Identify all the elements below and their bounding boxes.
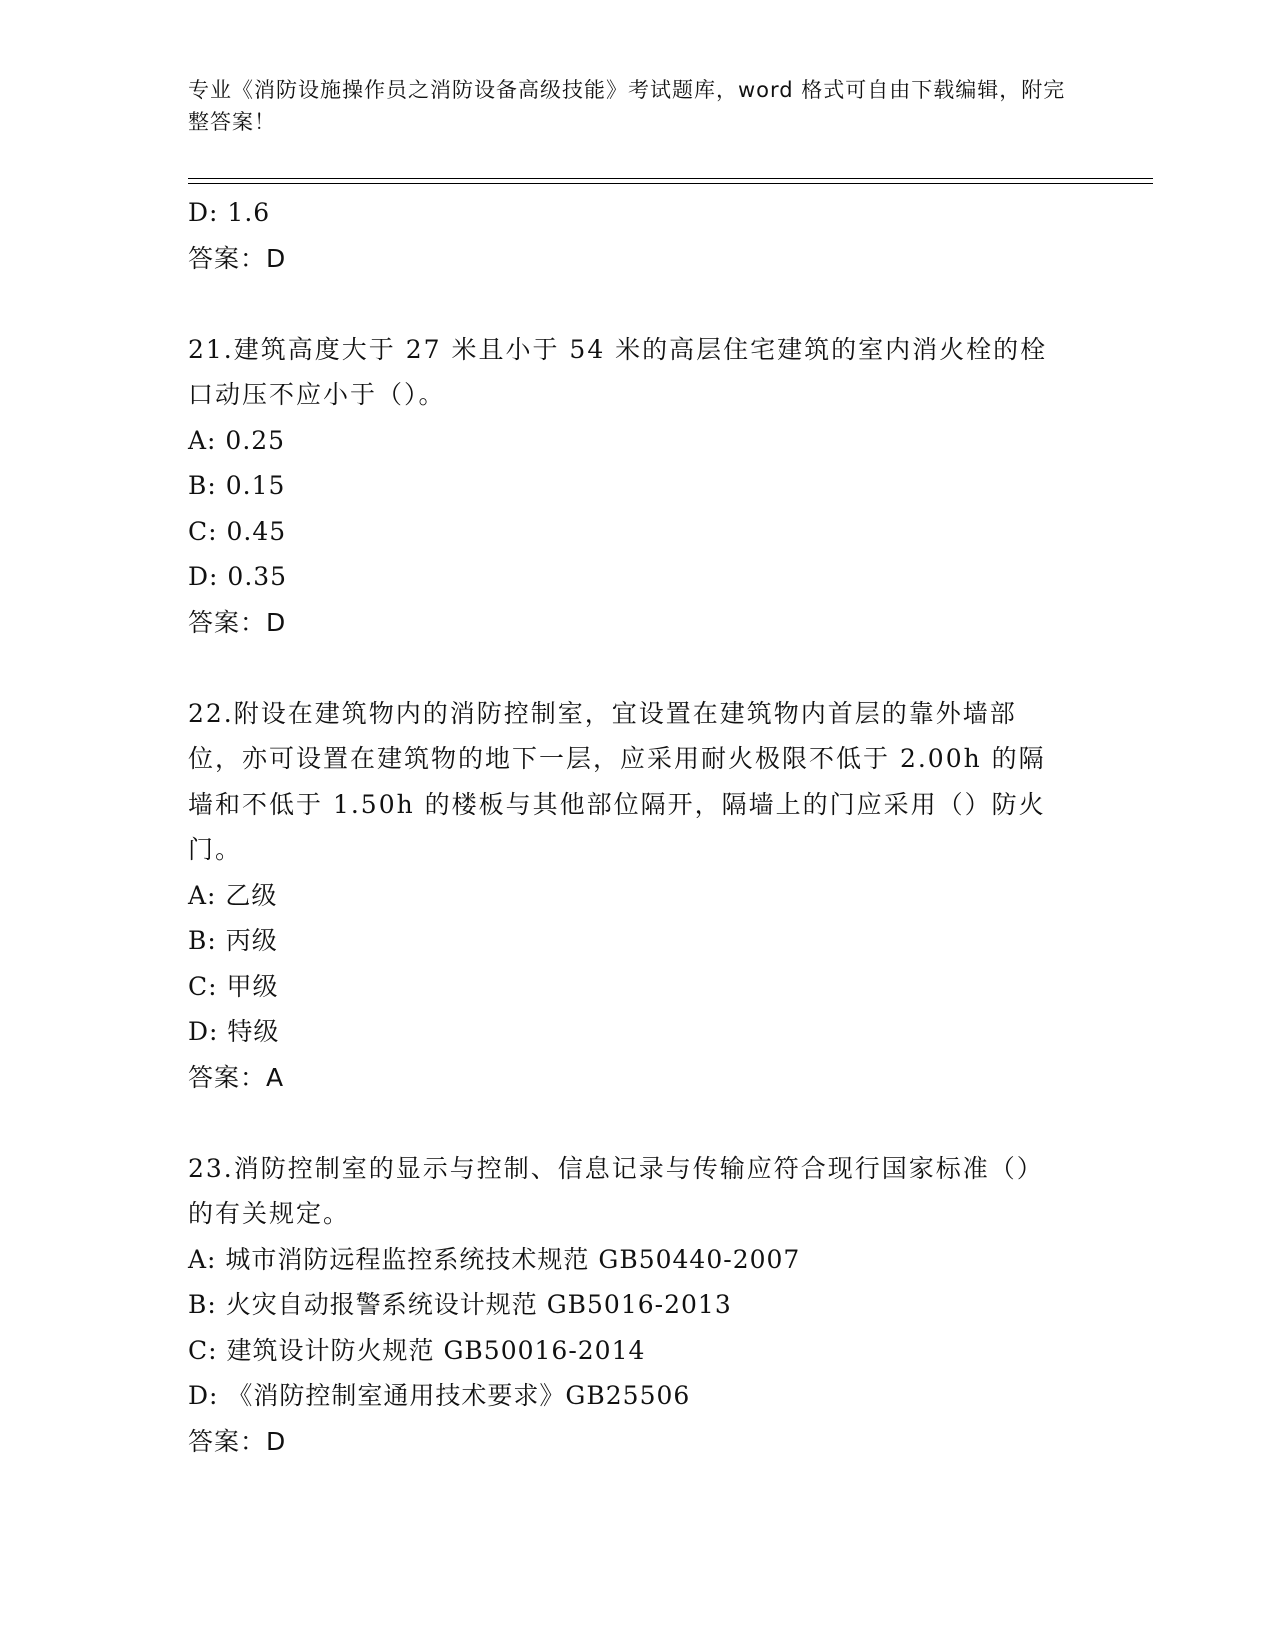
question-content: [188, 190, 1068, 1464]
option-b: B: 火灾自动报警系统设计规范 GB5016-2013: [188, 1290, 732, 1319]
option-d: D: 特级: [188, 1017, 280, 1046]
prev-option-d: D: 1.6: [188, 198, 271, 227]
answer: 答案：A: [188, 1062, 285, 1092]
question-text: 22.附设在建筑物内的消防控制室，宜设置在建筑物内首层的靠外墙部位，亦可设置在建筑物的地下一层，应采用耐火极限不低于 2.00h 的隔墙和不低于 1.50h 的楼板与其他部位隔开，隔墙上的门应采用（）防火门。: [188, 698, 1046, 864]
option-b: B: 丙级: [188, 926, 278, 955]
header-rule-top: [188, 178, 1153, 179]
option-d: D: 《消防控制室通用技术要求》GB25506: [188, 1381, 691, 1410]
spacer: [188, 1100, 1068, 1146]
option-c: C: 建筑设计防火规范 GB50016-2014: [188, 1335, 646, 1365]
spacer: [188, 645, 1068, 691]
option-a: A: 城市消防远程监控系统技术规范 GB50440-2007: [188, 1244, 801, 1274]
option-c: C: 甲级: [188, 971, 279, 1001]
question-text: 23.消防控制室的显示与控制、信息记录与传输应符合现行国家标准（）的有关规定。: [188, 1153, 1044, 1228]
question-23: [188, 1146, 1068, 1465]
question-text: 21.建筑高度大于 27 米且小于 54 米的高层住宅建筑的室内消火栓的栓口动压不应小于（）。: [188, 334, 1048, 409]
page-header: 专业《消防设施操作员之消防设备高级技能》考试题库，word 格式可自由下载编辑，附完整答案！: [188, 78, 1066, 134]
option-c: C: 0.45: [188, 516, 287, 546]
option-a: A: 0.25: [188, 425, 286, 455]
option-a: A: 乙级: [188, 880, 278, 910]
question-21: [188, 327, 1068, 646]
header-rule-bottom: [188, 183, 1153, 184]
option-b: B: 0.15: [188, 471, 286, 500]
answer: 答案：D: [188, 607, 287, 637]
answer: 答案：D: [188, 1426, 287, 1456]
option-d: D: 0.35: [188, 562, 288, 591]
spacer: [188, 281, 1068, 327]
prev-answer: 答案：D: [188, 243, 287, 273]
question-22: [188, 691, 1068, 1101]
